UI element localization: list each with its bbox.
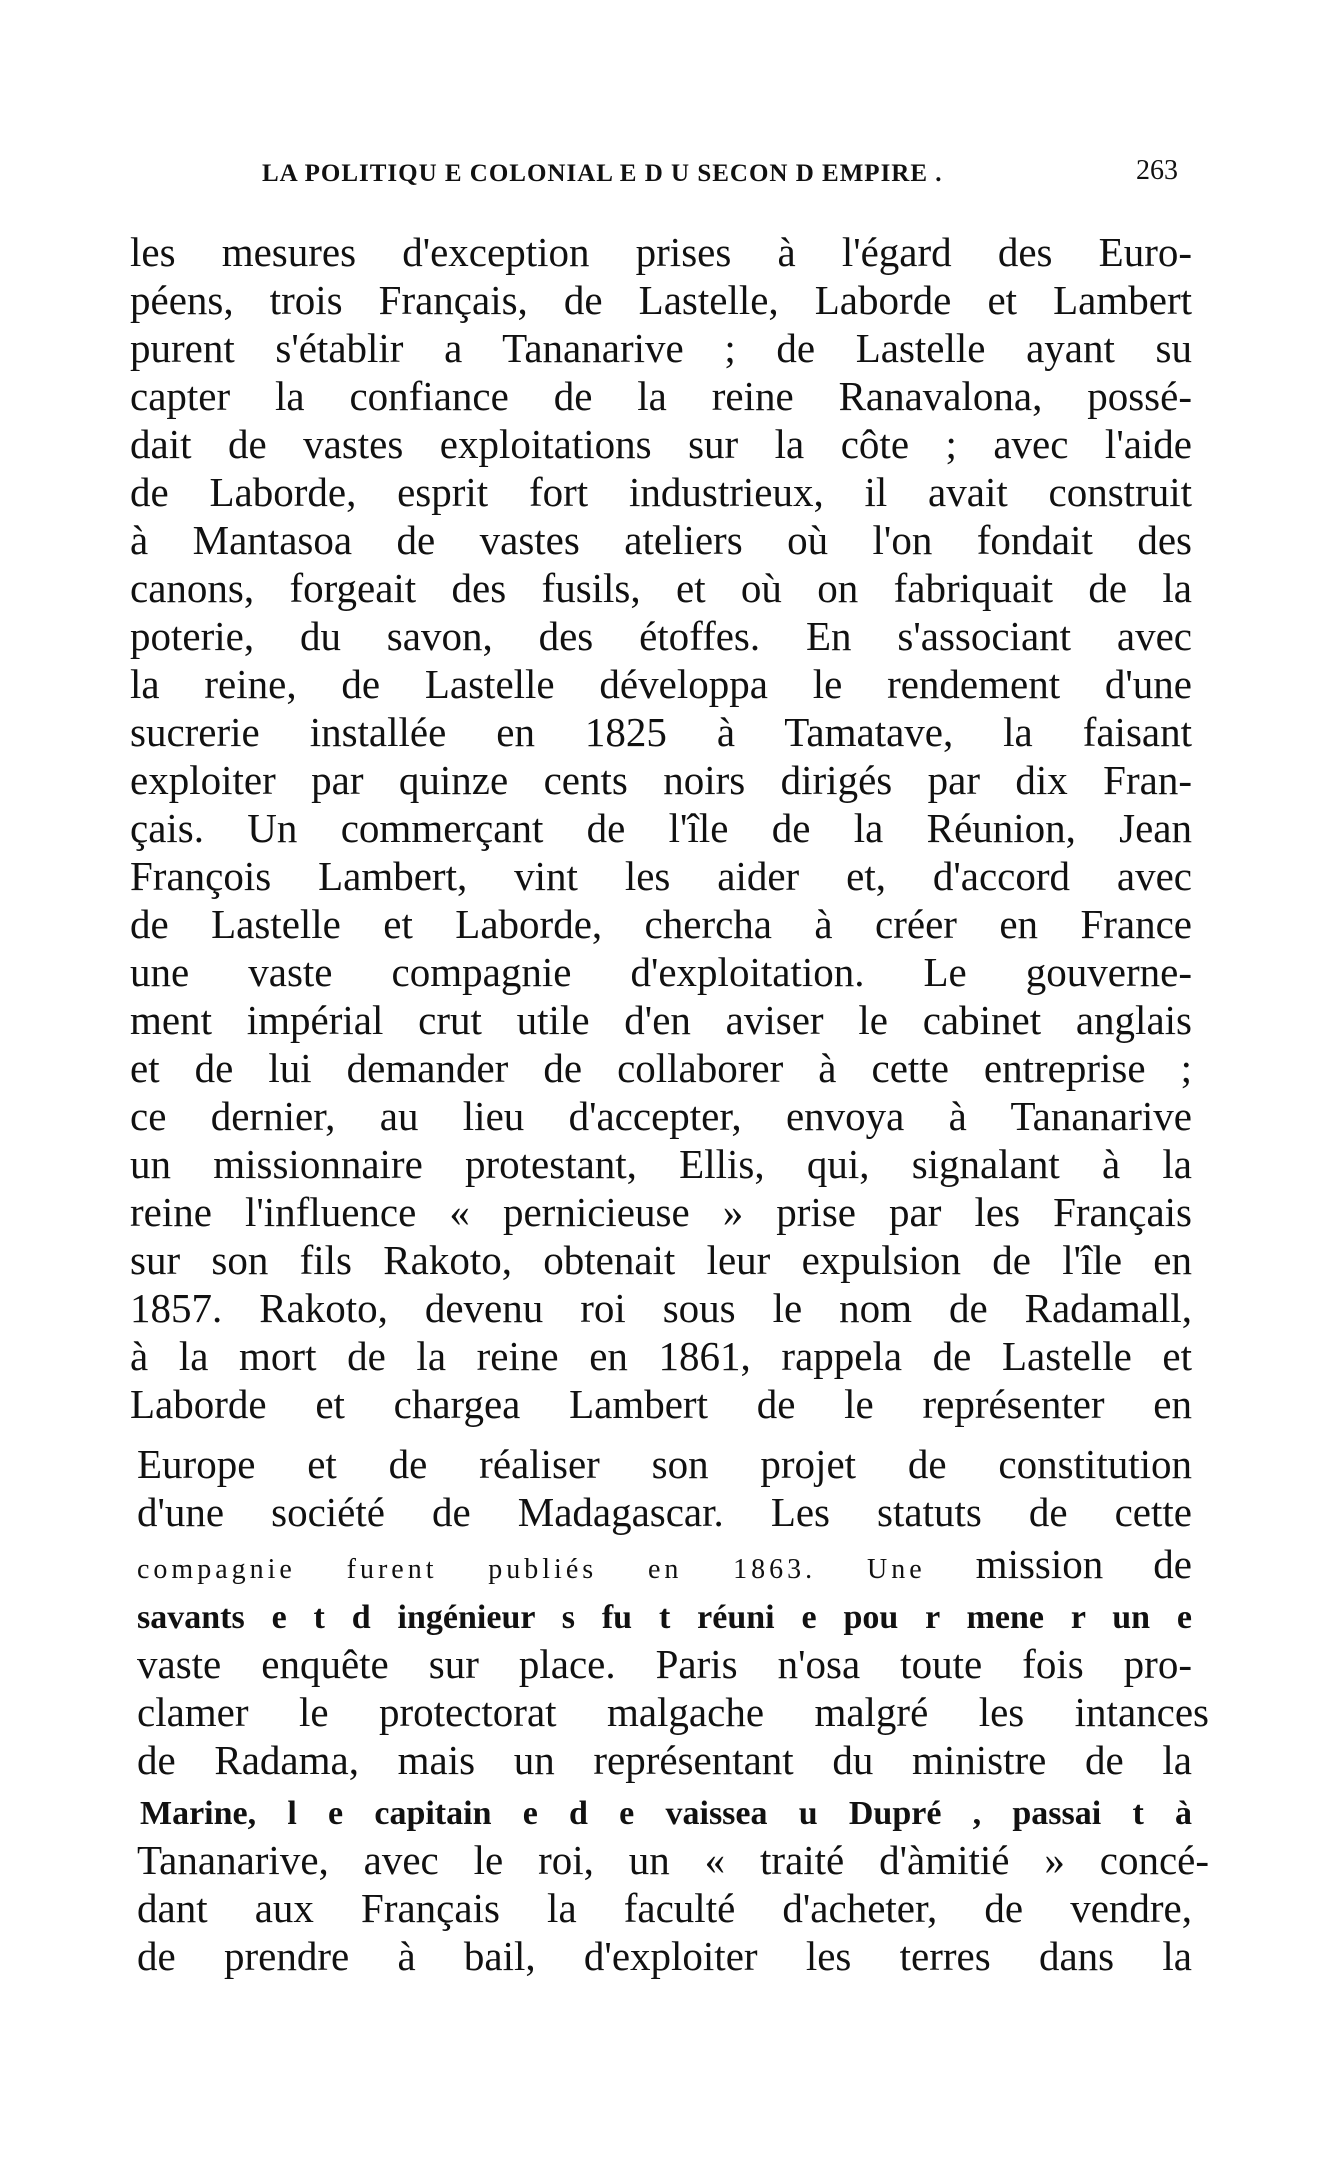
text-line: capter la confiance de la reine Ranavalona, possé- xyxy=(130,373,1192,419)
text-line: de Radama, mais un représentant du ministre de la xyxy=(137,1737,1192,1783)
text-line: de Lastelle et Laborde, chercha à créer en France xyxy=(130,901,1192,947)
text-line: dant aux Français la faculté d'acheter, de vendre, xyxy=(137,1885,1192,1931)
page-number: 263 xyxy=(1136,155,1178,186)
bold-type-line: savants e t d ingénieur s fu t réuni e pou r mene r un e xyxy=(137,1599,1192,1636)
text-line: clamer le protectorat malgache malgré les intances xyxy=(137,1689,1209,1735)
running-title: LA POLITIQU E COLONIAL E D U SECON D EMPIRE . xyxy=(262,160,943,187)
text-line: Laborde et chargea Lambert de le représenter en xyxy=(130,1381,1192,1427)
text-line: une vaste compagnie d'exploitation. Le gouverne- xyxy=(130,949,1192,995)
text-line: de Laborde, esprit fort industrieux, il avait construit xyxy=(130,469,1192,515)
text-line: dait de vastes exploitations sur la côte ; avec l'aide xyxy=(130,421,1192,467)
text-line: reine l'influence « pernicieuse » prise par les Français xyxy=(130,1189,1192,1235)
bold-type-line: Marine, l e capitain e d e vaissea u Dupré , passai t à xyxy=(140,1795,1192,1832)
mixed-type-line xyxy=(137,1540,1192,1588)
text-line: à Mantasoa de vastes ateliers où l'on fondait des xyxy=(130,517,1192,563)
text-line: sur son fils Rakoto, obtenait leur expulsion de l'île en xyxy=(130,1237,1192,1283)
text-line: ce dernier, au lieu d'accepter, envoya à Tananarive xyxy=(130,1093,1192,1139)
small-type-text: compagnie furent publiés en 1863. Une xyxy=(137,1554,926,1585)
text-line: d'une société de Madagascar. Les statuts de cette xyxy=(137,1489,1192,1535)
text-line: poterie, du savon, des étoffes. En s'associant avec xyxy=(130,613,1192,659)
text-line: canons, forgeait des fusils, et où on fabriquait de la xyxy=(130,565,1192,611)
text-line: péens, trois Français, de Lastelle, Laborde et Lambert xyxy=(130,277,1192,323)
normal-type-text: mission de xyxy=(975,1541,1192,1587)
text-line: François Lambert, vint les aider et, d'accord avec xyxy=(130,853,1192,899)
text-line: Europe et de réaliser son projet de constitution xyxy=(137,1441,1192,1487)
text-line: ment impérial crut utile d'en aviser le cabinet anglais xyxy=(130,997,1192,1043)
text-line: un missionnaire protestant, Ellis, qui, signalant à la xyxy=(130,1141,1192,1187)
text-line: çais. Un commerçant de l'île de la Réunion, Jean xyxy=(130,805,1192,851)
text-line: la reine, de Lastelle développa le rendement d'une xyxy=(130,661,1192,707)
text-line: purent s'établir a Tananarive ; de Lastelle ayant su xyxy=(130,325,1192,371)
text-line: vaste enquête sur place. Paris n'osa toute fois pro- xyxy=(137,1641,1192,1687)
text-line: de prendre à bail, d'exploiter les terres dans la xyxy=(137,1933,1192,1979)
text-line: à la mort de la reine en 1861, rappela de Lastelle et xyxy=(130,1333,1192,1379)
text-line: exploiter par quinze cents noirs dirigés par dix Fran- xyxy=(130,757,1192,803)
text-line: et de lui demander de collaborer à cette entreprise ; xyxy=(130,1045,1192,1091)
text-line: sucrerie installée en 1825 à Tamatave, la faisant xyxy=(130,709,1192,755)
text-line: Tananarive, avec le roi, un « traité d'àmitié » concé- xyxy=(137,1837,1209,1883)
text-line: les mesures d'exception prises à l'égard des Euro- xyxy=(130,229,1192,275)
text-line: 1857. Rakoto, devenu roi sous le nom de Radamall, xyxy=(130,1285,1192,1331)
